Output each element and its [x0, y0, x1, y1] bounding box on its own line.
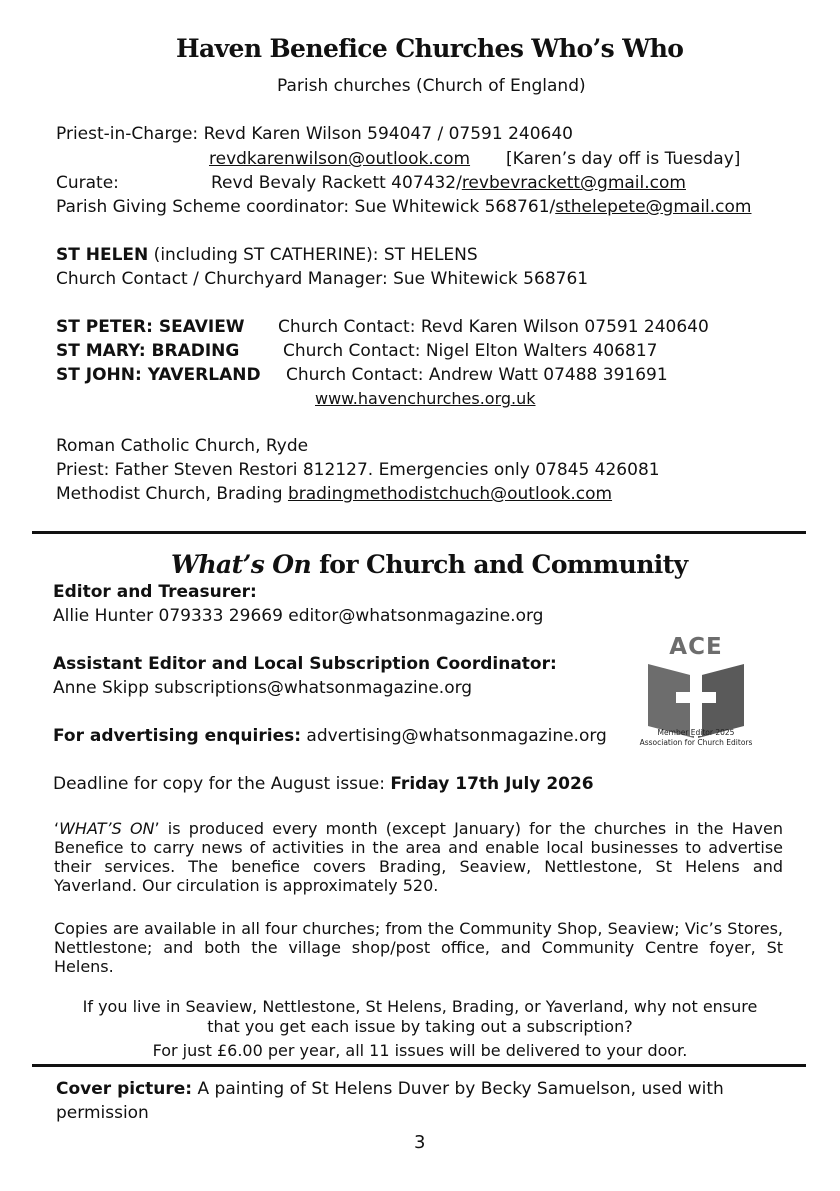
copies-paragraph: Copies are available in all four churches; from the Community Shop, Seaview; Vic’s Stores, Nettlestone; and both the village shop/post office, and Community Centre foyer, St Helens. [54, 919, 783, 976]
subscribe-line-1: If you live in Seaview, Nettlestone, St Helens, Brading, or Yaverland, why not ensure [82, 997, 758, 1016]
cover-line-2: permission [56, 1103, 149, 1123]
priest-name-phone: Revd Karen Wilson 594047 / 07591 240640 [203, 124, 573, 144]
page-subtitle: Parish churches (Church of England) [277, 76, 586, 96]
quote-open: ‘ [54, 819, 60, 838]
ace-association-line: Association for Church Editors [639, 738, 753, 747]
curate-email-link[interactable]: revbevrackett@gmail.com [461, 173, 686, 193]
ace-logo [628, 630, 764, 750]
church-name: ST MARY: BRADING [56, 341, 240, 361]
priest-email-link[interactable]: revdkarenwilson@outlook.com [209, 149, 471, 169]
whatson-title-rest: for Church and Community [311, 550, 688, 579]
priest-label: Priest-in-Charge: [56, 124, 199, 144]
deadline-text: Deadline for copy for the August issue: [53, 774, 391, 794]
page-title: Haven Benefice Churches Who’s Who [176, 34, 684, 63]
deadline-line [53, 774, 594, 794]
church-name: ST JOHN: YAVERLAND [56, 365, 261, 385]
subscribe-line-2: that you get each issue by taking out a subscription? [207, 1017, 633, 1036]
editor-details: Allie Hunter 079333 29669 editor@whatsonmagazine.org [53, 606, 544, 626]
whatson-description [54, 819, 783, 895]
whatson-title-italic: What’s On [171, 550, 312, 579]
methodist-church: Methodist Church, Brading [56, 484, 288, 504]
st-helen-rest: (including ST CATHERINE): ST HELENS [148, 245, 478, 265]
rc-church: Roman Catholic Church, Ryde [56, 436, 309, 456]
cover-label: Cover picture: [56, 1079, 193, 1099]
st-helen-heading [56, 245, 478, 265]
curate-line [211, 173, 686, 193]
priest-line [56, 124, 573, 144]
whatson-title [171, 550, 688, 579]
church-name: ST PETER: SEAVIEW [56, 317, 245, 337]
section-divider [32, 531, 806, 534]
advert-line [53, 726, 607, 746]
priest-dayoff: [Karen’s day off is Tuesday] [506, 149, 741, 169]
methodist-email-link[interactable]: bradingmethodistchuch@outlook.com [287, 484, 613, 504]
cover-text: A painting of St Helens Duver by Becky Samuelson, used with [192, 1079, 724, 1099]
ace-member-line: Member Editor 2025 [657, 728, 735, 737]
whatson-italic: WHAT’S ON [59, 819, 155, 838]
assistant-label: Assistant Editor and Local Subscription Coordinator: [53, 654, 557, 674]
rc-priest: Priest: Father Steven Restori 812127. Emergencies only 07845 426081 [56, 460, 660, 480]
curate-name-phone: Revd Bevaly Rackett 407432/ [211, 173, 462, 193]
church-contact: Church Contact: Andrew Watt 07488 391691 [286, 365, 668, 385]
section-divider [32, 1064, 806, 1067]
whatson-description-rest: ’ is produced every month (except January) for the churches in the Haven Benefice to carry news of activities in the area and enable local businesses to advertise their services. The benefice covers Brading, Seaview, Nettlestone, St Helens and Yaverland. Our circulation is approximately 520. [54, 819, 783, 895]
st-helen-name: ST HELEN [56, 245, 149, 265]
advert-label: For advertising enquiries: [53, 726, 302, 746]
subscribe-line-3: For just £6.00 per year, all 11 issues will be delivered to your door. [152, 1041, 688, 1060]
assistant-details: Anne Skipp subscriptions@whatsonmagazine.org [53, 678, 473, 698]
church-contact: Church Contact: Revd Karen Wilson 07591 240640 [278, 317, 709, 337]
giving-email-link[interactable]: sthelepete@gmail.com [555, 197, 752, 217]
ace-acronym: ACE [669, 634, 723, 660]
giving-line [56, 197, 751, 217]
cover-line [56, 1079, 724, 1099]
deadline-date: Friday 17th July 2026 [390, 774, 594, 794]
methodist-line [56, 484, 612, 504]
book-cross-icon [628, 658, 764, 738]
curate-label: Curate: [56, 173, 119, 193]
advert-email: advertising@whatsonmagazine.org [301, 726, 607, 746]
page-number: 3 [414, 1132, 426, 1153]
editor-label: Editor and Treasurer: [53, 582, 257, 602]
website-link[interactable]: www.havenchurches.org.uk [315, 389, 536, 408]
st-helen-contact: Church Contact / Churchyard Manager: Sue Whitewick 568761 [56, 269, 589, 289]
church-contact: Church Contact: Nigel Elton Walters 406817 [283, 341, 658, 361]
giving-label: Parish Giving Scheme coordinator: Sue Whitewick 568761/ [56, 197, 556, 217]
